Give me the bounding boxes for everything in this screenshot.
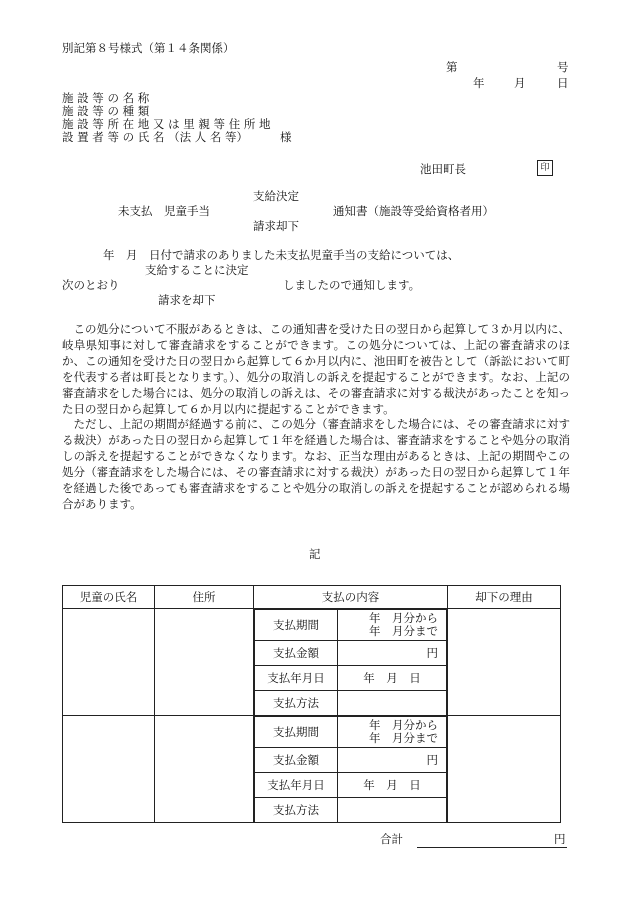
notice-line1: 年 月 日付で請求のありました未支払児童手当の支給については、 (103, 248, 460, 262)
method-label: 支払方法 (255, 691, 338, 716)
title-left: 未支払 児童手当 (118, 204, 210, 218)
appeal-paragraph-2: ただし、上記の期間が経過する前に、この処分（審査請求をした場合には、その審査請求に対する裁決）があった日の翌日から起算して１年を経過した場合は、審査請求をすることや処分の取消しの訴えを提起することができなくなります。なお、正当な理由があるときは、上記の期間やこの処分（審査請求をした場合には、その審査請求に対する裁決）があった日の翌日から起算して１年を経過した後であっても審査請求をすることや処分の取消しの訴えを提起することが認められる場合があります。 (62, 417, 570, 511)
pay-date-value: 年 月 日 (338, 773, 447, 798)
title-bottom: 請求却下 (253, 219, 299, 233)
address-cell (155, 716, 254, 823)
pay-date-value: 年 月 日 (338, 666, 447, 691)
form-id: 別記第８号様式（第１４条関係） (62, 41, 235, 55)
notice-line3b: しましたので通知します。 (283, 278, 421, 292)
amount-value: 円 (338, 748, 447, 773)
appeal-text (62, 322, 570, 513)
amount-label: 支払金額 (255, 748, 338, 773)
addressee-type: 施 設 等 の 種 類 (62, 104, 150, 118)
period-label: 支払期間 (255, 610, 338, 641)
number-dai: 第 (446, 60, 458, 74)
amount-label: 支払金額 (255, 641, 338, 666)
date-month: 月 (514, 76, 526, 90)
header-child-name: 児童の氏名 (63, 586, 155, 609)
notice-line2: 支給することに決定 (145, 263, 249, 277)
period-label: 支払期間 (255, 717, 338, 748)
number-go: 号 (557, 60, 569, 74)
period-value: 年 月分から 年 月分まで (338, 610, 447, 641)
payment-content-cell (254, 716, 448, 823)
addressee-sama: 様 (280, 130, 292, 144)
header-payment-content: 支払の内容 (254, 586, 448, 609)
payment-table (62, 585, 561, 823)
table-row (63, 716, 561, 823)
rejection-reason-cell (448, 716, 561, 823)
payment-content-cell (254, 609, 448, 716)
ki-heading: 記 (309, 547, 321, 561)
date-day: 日 (557, 76, 569, 90)
child-name-cell (63, 609, 155, 716)
period-value: 年 月分から 年 月分まで (338, 717, 447, 748)
total-label: 合計 (380, 832, 403, 846)
rejection-reason-cell (448, 609, 561, 716)
header-rejection-reason: 却下の理由 (448, 586, 561, 609)
table-row (63, 609, 561, 716)
address-cell (155, 609, 254, 716)
seal-mark: 印 (537, 160, 553, 176)
addressee-name: 施 設 等 の 名 称 (62, 91, 150, 105)
child-name-cell (63, 716, 155, 823)
appeal-paragraph-1: この処分について不服があるときは、この通知書を受けた日の翌日から起算して３か月以内に、岐阜県知事に対して審査請求をすることができます。この処分については、上記の審査請求のほか、この通知を受けた日の翌日から起算して６か月以内に、池田町を被告として（訴訟において町を代表する者は町長となります。）、処分の取消しの訴えを提起することができます。なお、上記の審査請求をした場合には、処分の取消しの訴えは、その審査請求に対する裁決があったことを知った日の翌日から起算して６か月以内に提起することができます。 (62, 322, 570, 416)
amount-value: 円 (338, 641, 447, 666)
title-right: 通知書（施設等受給資格者用） (333, 204, 494, 218)
title-top: 支給決定 (253, 189, 299, 203)
notice-line3a: 次のとおり (62, 278, 120, 292)
pay-date-label: 支払年月日 (255, 773, 338, 798)
issuer-name: 池田町長 (420, 162, 466, 176)
total-unit: 円 (554, 832, 566, 846)
method-label: 支払方法 (255, 798, 338, 823)
date-year: 年 (473, 76, 485, 90)
addressee-address: 施 設 等 所 在 地 又 は 里 親 等 住 所 地 (62, 117, 271, 131)
notice-line4: 請求を却下 (158, 293, 216, 307)
method-value (338, 691, 447, 716)
pay-date-label: 支払年月日 (255, 666, 338, 691)
method-value (338, 798, 447, 823)
header-address: 住所 (155, 586, 254, 609)
total-amount-line (417, 847, 567, 848)
addressee-owner: 設 置 者 等 の 氏 名 （法 人 名 等） (62, 130, 249, 144)
